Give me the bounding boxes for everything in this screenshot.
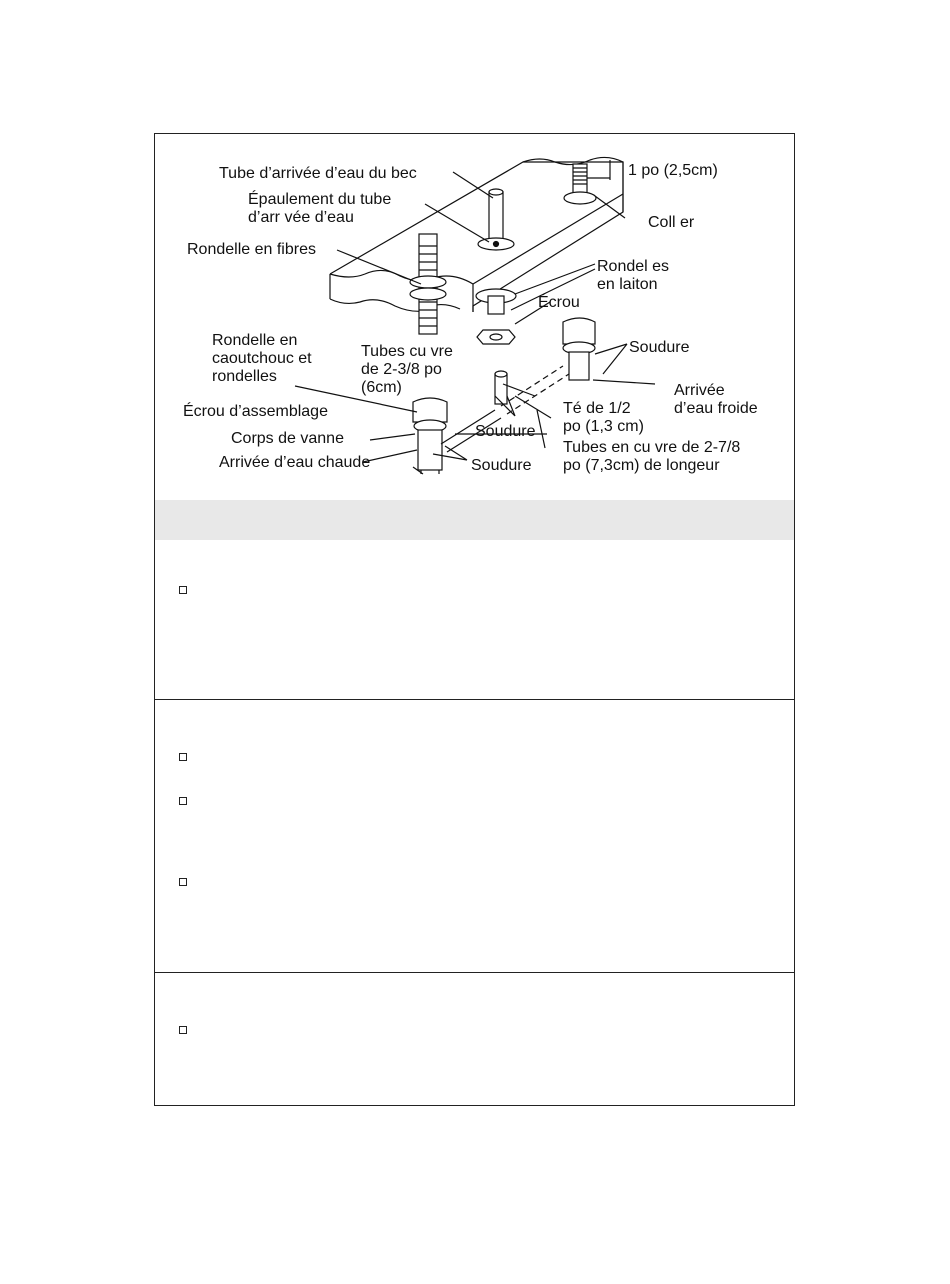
step-header-band [155, 500, 794, 540]
label-supply-tube-shoulder: Épaulement du tube d’arr vée d’eau [248, 191, 392, 226]
label-tee-fitting: Té de 1/2 po (1,3 cm) [563, 400, 644, 435]
label-hot-water-inlet: Arrivée d’eau chaude [219, 454, 371, 471]
label-copper-tubes-short: Tubes cu vre de 2-3/8 po (6cm) [361, 343, 453, 396]
step-checkbox[interactable] [179, 753, 187, 761]
step-section-1 [155, 540, 794, 699]
label-valve-body: Corps de vanne [231, 430, 344, 447]
label-spout-supply-tube: Tube d’arrivée d’eau du bec [219, 165, 417, 182]
label-fiber-washer: Rondelle en fibres [187, 241, 316, 258]
label-solder-bottom: Soudure [471, 457, 532, 474]
label-cold-water-inlet: Arrivée d’eau froide [674, 382, 758, 417]
instruction-frame [154, 133, 795, 1106]
label-brass-washers: Rondel es en laiton [597, 258, 670, 293]
label-copper-tubes-long: Tubes en cu vre de 2-7/8 po (7,3cm) de longeur [563, 439, 741, 474]
label-mounting-nut: Écrou d’assemblage [183, 403, 328, 420]
label-solder-right: Soudure [629, 339, 690, 356]
label-nut: Écrou [538, 294, 580, 311]
step-checkbox[interactable] [179, 878, 187, 886]
step-section-3 [155, 972, 794, 1105]
step-section-2 [155, 699, 794, 972]
step-checkbox[interactable] [179, 797, 187, 805]
step-checkbox[interactable] [179, 1026, 187, 1034]
valve-installation-diagram [155, 134, 796, 500]
label-solder-mid: Soudure [475, 423, 536, 440]
label-collar: Coll er [648, 214, 695, 231]
label-height-dimension: 1 po (2,5cm) [628, 162, 718, 179]
step-checkbox[interactable] [179, 586, 187, 594]
label-rubber-washer: Rondelle en caoutchouc et rondelles [212, 332, 312, 385]
